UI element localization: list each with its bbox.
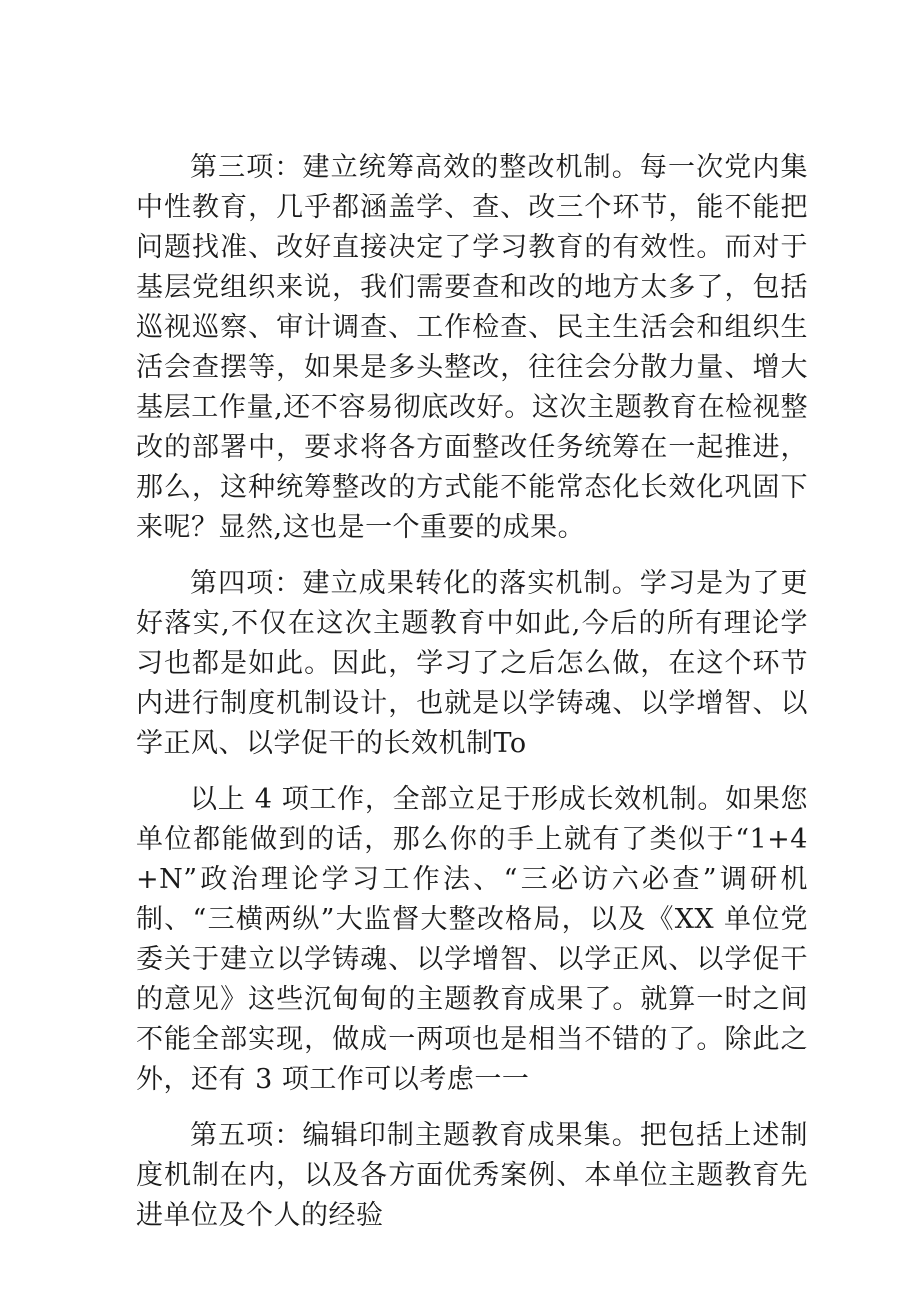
- paragraph-summary-four-items: 以上 4 项工作，全部立足于形成长效机制。如果您单位都能做到的话，那么你的手上就有了类似于“1+4+N”政治理论学习工作法、“三必访六必查”调研机制、“三横两纵”大监督大整改格局，以及《XX 单位党委关于建立以学铸魂、以学增智、以学正风、以学促干的意见》这些沉甸甸的主题教育成果了。就算一时之间不能全部实现，做成一两项也是相当不错的了。除此之外，还有 3 项工作可以考虑一一: [136, 784, 808, 1095]
- paragraph-item-5-results-collection: 第五项：编辑印制主题教育成果集。把包括上述制度机制在内，以及各方面优秀案例、本单位主题教育先进单位及个人的经验: [136, 1120, 808, 1231]
- paragraph-item-3-integrated-rectification: 第三项：建立统筹高效的整改机制。每一次党内集中性教育，几乎都涵盖学、查、改三个环节，能不能把问题找准、改好直接决定了学习教育的有效性。而对于基层党组织来说，我们需要查和改的地方太多了，包括巡视巡察、审计调查、工作检查、民主生活会和组织生活会查摆等，如果是多头整改，往往会分散力量、增大基层工作量,还不容易彻底改好。这次主题教育在检视整改的部署中，要求将各方面整改任务统筹在一起推进，那么，这种统筹整改的方式能不能常态化长效化巩固下来呢？显然,这也是一个重要的成果。: [136, 152, 808, 543]
- paragraph-item-4-results-implementation: 第四项：建立成果转化的落实机制。学习是为了更好落实,不仅在这次主题教育中如此,今后的所有理论学习也都是如此。因此，学习了之后怎么做，在这个环节内进行制度机制设计，也就是以学铸魂、以学增智、以学正风、以学促干的长效机制To: [136, 568, 808, 759]
